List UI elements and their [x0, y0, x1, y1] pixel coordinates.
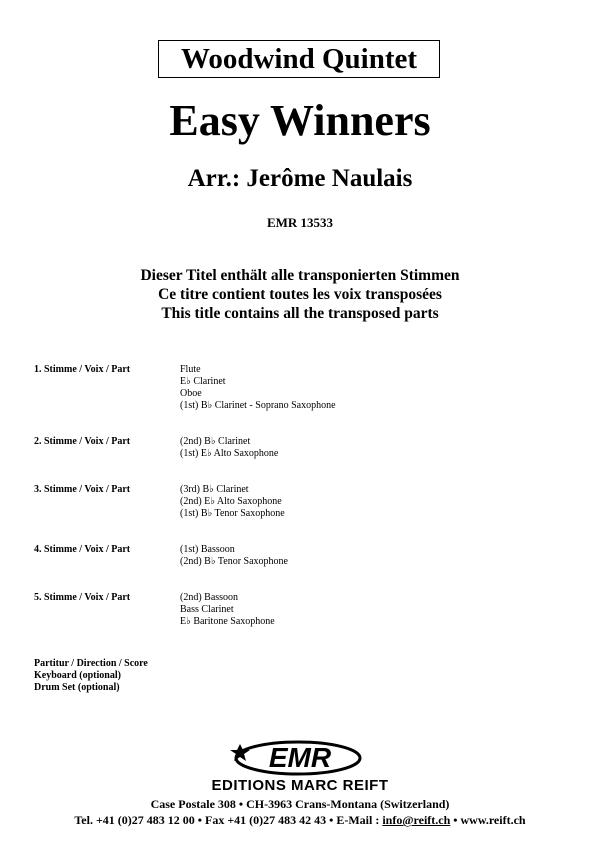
instrument: (1st) E♭ Alto Saxophone — [180, 448, 279, 459]
series-title: Woodwind Quintet — [180, 43, 418, 75]
email-link[interactable]: info@reift.ch — [382, 813, 451, 827]
extra-part: Drum Set (optional) — [34, 682, 120, 693]
instrument: (1st) B♭ Clarinet - Soprano Saxophone — [180, 400, 336, 411]
part-instruments-3 — [180, 484, 285, 520]
publisher-logo — [200, 736, 400, 796]
part-instruments-4 — [180, 544, 288, 568]
part-label-2: 2. Stimme / Voix / Part — [34, 436, 131, 447]
publisher-name: EDITIONS MARC REIFT — [211, 777, 389, 794]
notice-line-fr: Ce titre contient toutes les voix transposées — [158, 286, 442, 303]
extra-part: Keyboard (optional) — [34, 670, 121, 681]
instrument: (2nd) B♭ Clarinet — [180, 436, 251, 447]
instrument: (2nd) E♭ Alto Saxophone — [180, 496, 282, 507]
publisher-address: Case Postale 308 • CH-3963 Crans-Montana (Switzerland) — [150, 797, 450, 811]
extra-part: Partitur / Direction / Score — [34, 658, 148, 669]
notice-line-en: This title contains all the transposed parts — [161, 305, 439, 322]
instrument: Flute — [180, 364, 201, 375]
website-text: • www.reift.ch — [450, 813, 526, 827]
instrument: (3rd) B♭ Clarinet — [180, 484, 249, 495]
part-label-5: 5. Stimme / Voix / Part — [34, 592, 131, 603]
instrument: E♭ Baritone Saxophone — [180, 616, 275, 627]
publisher-contact — [0, 813, 600, 828]
piece-title: Easy Winners — [169, 96, 431, 145]
catalog-number: EMR 13533 — [266, 215, 334, 230]
instrument: E♭ Clarinet — [180, 376, 226, 387]
instrument: (1st) B♭ Tenor Saxophone — [180, 508, 285, 519]
logo-text: EMR — [268, 742, 332, 773]
contact-phone-fax: Tel. +41 (0)27 483 12 00 • Fax +41 (0)27 483 42 43 • E-Mail : — [74, 813, 383, 827]
part-instruments-1 — [180, 364, 336, 412]
arranger: Arr.: Jerôme Naulais — [187, 165, 413, 192]
instrument: (2nd) Bassoon — [180, 592, 239, 603]
instrument: (1st) Bassoon — [180, 544, 235, 555]
part-instruments-5 — [180, 592, 275, 628]
part-label-4: 4. Stimme / Voix / Part — [34, 544, 131, 555]
additional-parts — [34, 658, 148, 694]
part-label-1: 1. Stimme / Voix / Part — [34, 364, 131, 375]
instrument: Oboe — [180, 388, 202, 399]
instrument: (2nd) B♭ Tenor Saxophone — [180, 556, 288, 567]
notice-line-de: Dieser Titel enthält alle transponierten Stimmen — [140, 267, 460, 284]
instrument: Bass Clarinet — [180, 604, 234, 615]
part-instruments-2 — [180, 436, 278, 460]
part-label-3: 3. Stimme / Voix / Part — [34, 484, 131, 495]
